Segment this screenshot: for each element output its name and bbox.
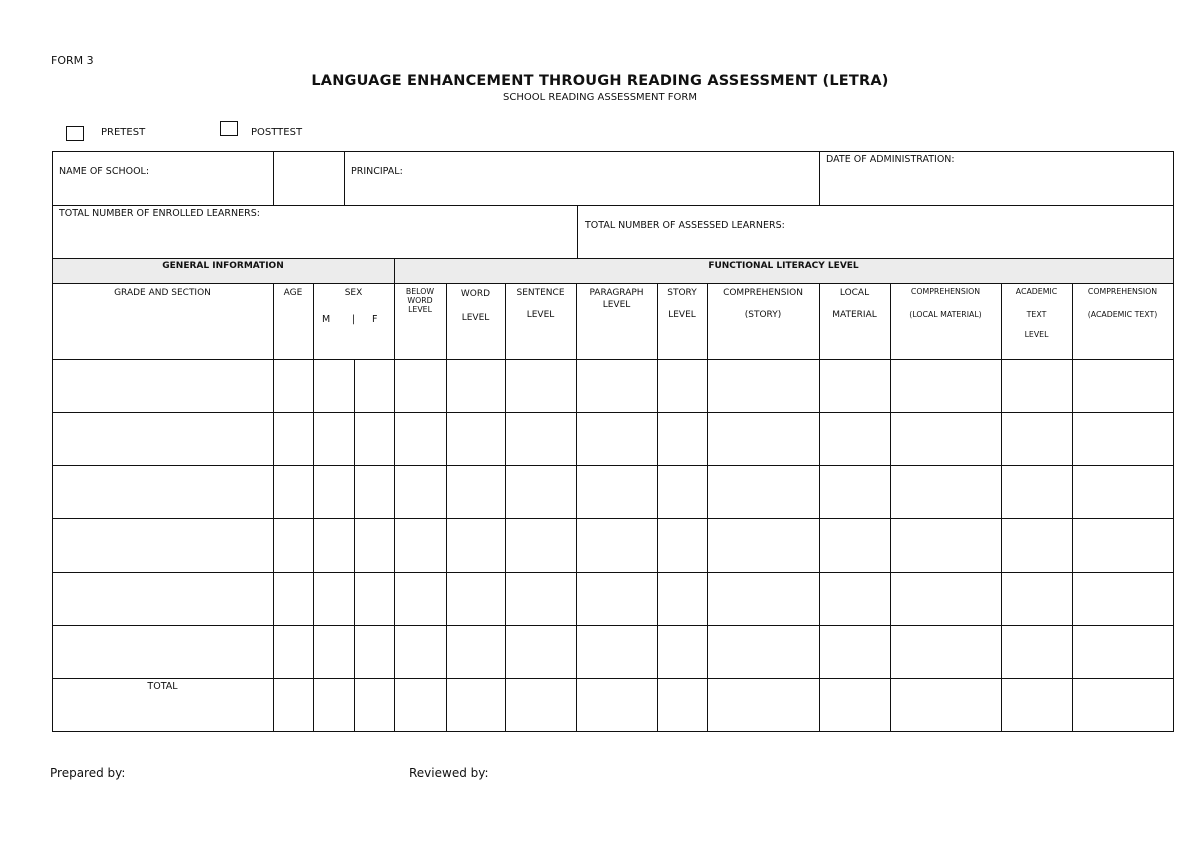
total-row-label: TOTAL: [147, 681, 178, 692]
sex-separator: |: [352, 314, 356, 325]
table-row[interactable]: [53, 573, 273, 625]
prepared-by-label: Prepared by:: [50, 766, 126, 780]
below-word-level-header: BELOW WORD LEVEL: [405, 287, 435, 314]
posttest-label: POSTTEST: [251, 127, 303, 138]
form-number: FORM 3: [51, 54, 94, 67]
sentence-level-header: SENTENCE LEVEL: [516, 288, 565, 321]
school-name-label: NAME OF SCHOOL:: [59, 166, 150, 177]
comprehension-academic-text-header: COMPREHENSION (ACADEMIC TEXT): [1087, 287, 1158, 319]
sex-header: SEX: [344, 288, 363, 298]
academic-text-level-header: ACADEMIC TEXT LEVEL: [1015, 287, 1058, 339]
assessed-learners-label: TOTAL NUMBER OF ASSESSED LEARNERS:: [585, 220, 785, 231]
pretest-checkbox[interactable]: [66, 126, 84, 141]
form-title: LANGUAGE ENHANCEMENT THROUGH READING ASSESSMENT (LETRA): [311, 73, 889, 89]
reviewed-by-label: Reviewed by:: [409, 766, 489, 780]
pretest-label: PRETEST: [101, 127, 146, 138]
table-row[interactable]: [53, 466, 273, 518]
comprehension-local-material-header: COMPREHENSION (LOCAL MATERIAL): [909, 287, 982, 319]
comprehension-story-header: COMPREHENSION (STORY): [723, 288, 803, 321]
form-subtitle: SCHOOL READING ASSESSMENT FORM: [503, 92, 697, 103]
table-row[interactable]: [53, 519, 273, 572]
school-name-field[interactable]: [274, 152, 343, 204]
posttest-checkbox[interactable]: [220, 121, 238, 136]
sex-female-header: F: [372, 314, 378, 325]
enrolled-learners-label: TOTAL NUMBER OF ENROLLED LEARNERS:: [59, 208, 260, 219]
paragraph-level-header: PARAGRAPH LEVEL: [589, 288, 644, 311]
functional-literacy-level-header: FUNCTIONAL LITERACY LEVEL: [708, 261, 859, 271]
age-header: AGE: [283, 288, 303, 298]
local-material-header: LOCAL MATERIAL: [832, 288, 877, 321]
sex-male-header: M: [322, 314, 331, 325]
table-row[interactable]: [53, 626, 273, 678]
table-row[interactable]: [53, 413, 273, 465]
principal-label: PRINCIPAL:: [351, 166, 403, 177]
word-level-header: WORD LEVEL: [460, 289, 491, 323]
story-level-header: STORY LEVEL: [667, 288, 697, 321]
date-of-administration-label: DATE OF ADMINISTRATION:: [826, 154, 955, 165]
table-row[interactable]: [53, 360, 273, 412]
grade-section-header: GRADE AND SECTION: [114, 288, 211, 298]
general-information-header: GENERAL INFORMATION: [162, 261, 284, 271]
